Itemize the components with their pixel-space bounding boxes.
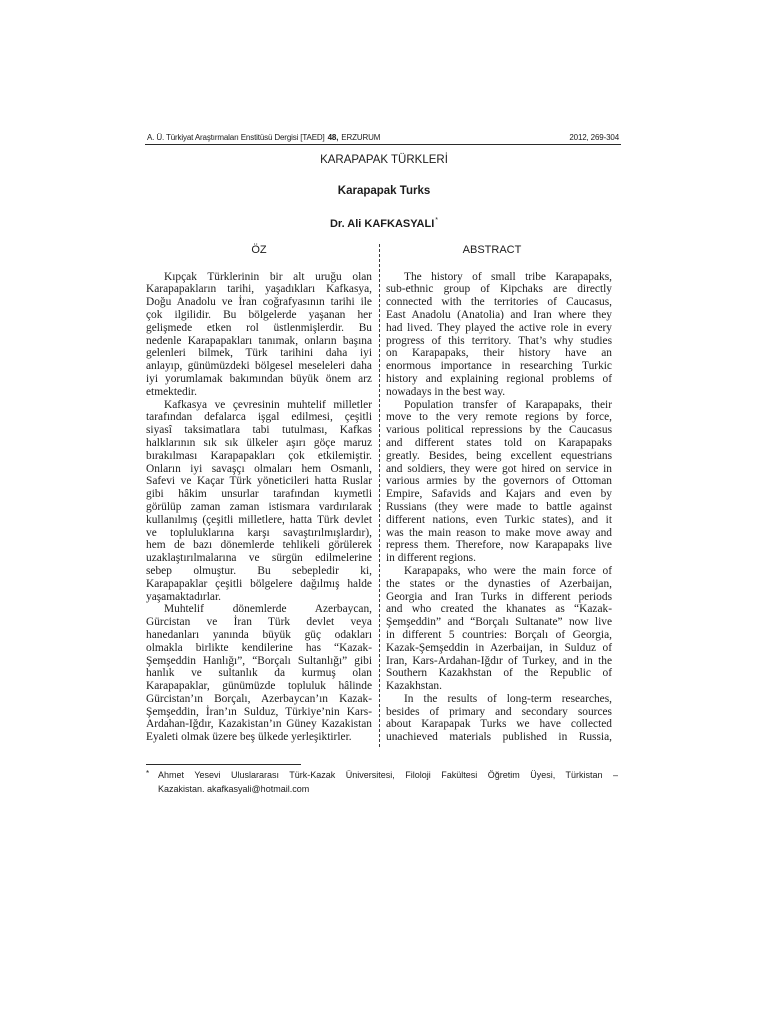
oz-paragraph bbox=[146, 603, 372, 744]
text-line: nedenle Karapapakları tanımak, onların başına bbox=[146, 334, 372, 347]
text-line: different nations, even Turkic states), and it bbox=[386, 513, 612, 526]
text-line: olmakla birlikte kendilerine has “Kazak- bbox=[146, 641, 372, 654]
text-line: greatly. Besides, being excellent equestrians bbox=[386, 449, 612, 462]
text-line: Empire, Safavids and Kajars and even by bbox=[386, 488, 612, 501]
text-line: In the results of long-term researches, bbox=[404, 692, 612, 705]
text-line: anlayıp, günümüzdeki bölgesel meseleleri daha bbox=[146, 360, 372, 373]
oz-paragraph bbox=[146, 271, 372, 399]
text-line: hanedanları yanında büyük güç odakları bbox=[146, 628, 372, 641]
text-line: had lived. They played the active role in every bbox=[386, 321, 612, 334]
abstract-paragraph bbox=[386, 693, 612, 744]
footnote-email: Kazakistan. akafkasyali@hotmail.com bbox=[158, 783, 310, 794]
text-line: Iran, Kars-Ardahan-Iğdır of Turkey, and in the bbox=[386, 654, 612, 667]
text-line: and soldiers, they were got hired on service in bbox=[386, 462, 612, 475]
text-line: Gürcistan’ın Borçalı, Azerbaycan’ın Kazak- bbox=[146, 692, 372, 705]
article-subtitle: Karapapak Turks bbox=[337, 185, 431, 197]
footnote-mark: * bbox=[146, 769, 150, 778]
text-line: on Karapapaks, their history have an bbox=[386, 347, 612, 360]
text-line: etmektedir. bbox=[146, 385, 197, 398]
text-line: and who created the khanates as “Kazak- bbox=[386, 603, 612, 616]
text-line: Karapapaklar çeşitli bölgelere dağılmış halde bbox=[146, 577, 372, 590]
text-line: progress of this territory. That’s why studies bbox=[386, 334, 612, 347]
running-header bbox=[145, 130, 621, 145]
footnote-separator bbox=[146, 764, 301, 765]
text-line: Safevi ve Kaçar Türk yöneticileri hatta Ruslar bbox=[146, 475, 372, 488]
text-line: in different 5 countries: Borçalı of Georgia, bbox=[386, 628, 612, 641]
text-line: bırakılması Karapapakları çok etkilemiştir. bbox=[146, 449, 372, 462]
text-line: hanlık ve sultanlık da kurmuş olan bbox=[146, 667, 372, 680]
oz-column bbox=[146, 271, 372, 744]
text-line: repress them. Therefore, now Karapapaks live bbox=[386, 539, 612, 552]
author-footnote-mark: * bbox=[435, 217, 439, 224]
text-line: the states or the dynasties of Azerbaijan, bbox=[386, 577, 612, 590]
column-divider bbox=[379, 244, 380, 747]
text-line: görülüp zaman zaman istismara vardırılarak bbox=[146, 500, 372, 513]
oz-heading: ÖZ bbox=[251, 244, 267, 256]
text-line: unachieved materials published in Russia, bbox=[386, 731, 612, 744]
journal-city: ERZURUM bbox=[341, 133, 381, 142]
text-line: iyi yorumlamak bakımından büyük önem arz bbox=[146, 372, 372, 385]
text-line: hem de bazı dönemlerde tehlikeli görülerek bbox=[146, 539, 372, 552]
text-line: kullanılmış (çeşitli milletlere, hatta Türk devlet bbox=[146, 513, 372, 526]
text-line: Southern Kazakhstan of the Republic of bbox=[386, 667, 612, 680]
text-line: yaşamaktadırlar. bbox=[146, 590, 221, 603]
text-line: move to the very remote regions by force, bbox=[386, 411, 612, 424]
text-line: Şemşeddin” and “Borçalı Sultanate” now live bbox=[386, 616, 612, 629]
text-line: The history of small tribe Karapapaks, bbox=[404, 270, 612, 283]
text-line: East Anadolu (Anatolia) and Iran where they bbox=[386, 308, 612, 321]
text-line: Muhtelif dönemlerde Azerbaycan, bbox=[164, 603, 372, 616]
footnote-text bbox=[158, 769, 618, 796]
text-line: Kazakhstan. bbox=[386, 680, 442, 693]
text-line: Karapapaks, who were the main force of bbox=[404, 564, 612, 577]
text-line: in different regions. bbox=[386, 552, 476, 565]
text-line: about Karapapak Turks we have collected bbox=[386, 718, 612, 731]
text-line: and different states told on Karapapaks bbox=[386, 436, 612, 449]
text-line: Kafkasya ve çevresinin muhtelif milletler bbox=[164, 398, 372, 411]
text-line: çok ilgilidir. Bu bölgelerde yaşanan her bbox=[146, 308, 372, 321]
author-line bbox=[0, 216, 768, 232]
abstract-heading: ABSTRACT bbox=[462, 244, 522, 256]
text-line: sub-ethnic group of Kipchaks are directly bbox=[386, 283, 612, 296]
text-line: history and explaining regional problems of bbox=[386, 372, 612, 385]
text-line: various political repressions by the Caucasus bbox=[386, 424, 612, 437]
journal-name: A. Ü. Türkiyat Araştırmaları Enstitüsü Dergisi [TAED] bbox=[147, 133, 325, 142]
text-line: siyasî taksimatlara tabi tutulması, Kafkas bbox=[146, 424, 372, 437]
text-line: gelişmede etken rol üstlenmişlerdir. Bu bbox=[146, 321, 372, 334]
text-line: Onların iyi savaşçı olmaları hem Osmanlı, bbox=[146, 462, 372, 475]
text-line: halklarının sık sık ülkeler aşırı göçe maruz bbox=[146, 436, 372, 449]
text-line: enormous importance in researching Turkic bbox=[386, 360, 612, 373]
text-line: Russians (they were made to battle against bbox=[386, 500, 612, 513]
footnote bbox=[146, 769, 618, 796]
abstract-paragraph bbox=[386, 565, 612, 693]
text-line: Karapapakların tarihi, yaşadıkları Kafkasya, bbox=[146, 283, 372, 296]
text-line: nowadays in the best way. bbox=[386, 385, 506, 398]
text-line: tarafından defalarca işgal edilmesi, çeşitli bbox=[146, 411, 372, 424]
article-title: KARAPAPAK TÜRKLERİ bbox=[320, 154, 448, 166]
year-pages: 2012, 269-304 bbox=[569, 133, 619, 142]
text-line: sebep olmuştur. Bu sebepledir ki, bbox=[146, 564, 372, 577]
text-line: Eyaleti olmak üzere beş ülkede yerleşiktirler. bbox=[146, 731, 352, 744]
text-line: Population transfer of Karapapaks, their bbox=[404, 398, 612, 411]
author-name: Dr. Ali KAFKASYALI bbox=[329, 218, 435, 230]
text-line: Kazak-Şemşeddin in Azerbaijan, in Sulduz of bbox=[386, 641, 612, 654]
issue-number: 48, bbox=[327, 133, 339, 142]
text-line: Ardahan-Iğdır, Kazakistan’ın Güney Kazakistan bbox=[146, 718, 372, 731]
text-line: gibi hâkim unsurlar tarafından kıymetli bbox=[146, 488, 372, 501]
text-line: Kıpçak Türklerinin bir alt uruğu olan bbox=[164, 270, 372, 283]
text-line: Doğu Anadolu ve İran coğrafyasının tarihi ile bbox=[146, 296, 372, 309]
footnote-affiliation: Ahmet Yesevi Uluslararası Türk-Kazak Üniversitesi, Filoloji Fakültesi Öğretim Üyesi, Türkistan – bbox=[158, 770, 618, 780]
text-line: besides of primary and secondary sources bbox=[386, 705, 612, 718]
journal-citation bbox=[147, 133, 380, 143]
text-line: Karapapaklar, günümüzde topluluk hâlinde bbox=[146, 680, 372, 693]
text-line: was the main reason to make move away and bbox=[386, 526, 612, 539]
text-line: Gürcistan ve İran Türk devlet veya bbox=[146, 616, 372, 629]
text-line: ve topluluklarına karşı savaştırılmışlardır), bbox=[146, 526, 372, 539]
text-line: gelenleri bilmek, Türk tarihini daha iyi bbox=[146, 347, 372, 360]
text-line: Georgia and Iran Turks in different periods bbox=[386, 590, 612, 603]
abstract-paragraph bbox=[386, 271, 612, 399]
text-line: Şemşeddin Hanlığı”, “Borçalı Sultanlığı” gibi bbox=[146, 654, 372, 667]
text-line: various armies by the governors of Ottoman bbox=[386, 475, 612, 488]
text-line: connected with the territories of Caucasus, bbox=[386, 296, 612, 309]
abstract-paragraph bbox=[386, 399, 612, 565]
text-line: uzaklaştırılmalarına ve sürgün edilmelerine bbox=[146, 552, 372, 565]
oz-paragraph bbox=[146, 399, 372, 604]
text-line: Şemşeddin, İran’ın Sulduz, Türkiye’nin Kars- bbox=[146, 705, 372, 718]
abstract-column bbox=[386, 271, 612, 744]
